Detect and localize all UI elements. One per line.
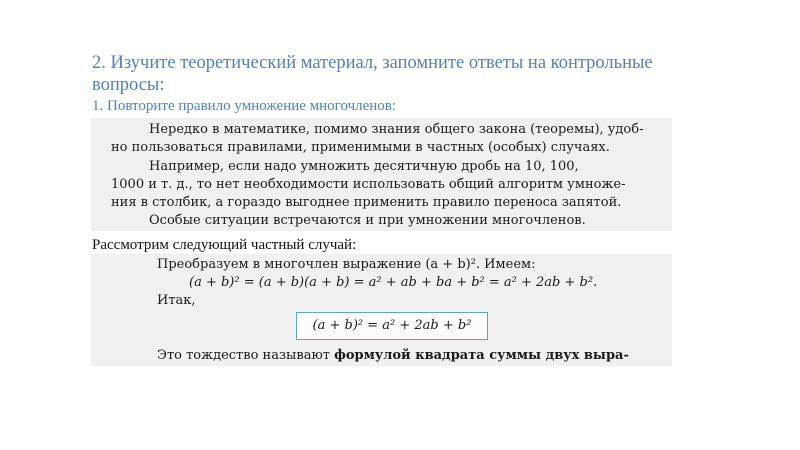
formula-name-bold: формулой квадрата суммы двух выра- xyxy=(334,348,629,363)
textbook-excerpt-1 xyxy=(91,118,672,231)
textbook-line: но пользоваться правилами, применимыми в частных (особых) случаях. xyxy=(111,140,610,155)
boxed-formula: (a + b)² = a² + 2ab + b² xyxy=(296,312,488,340)
case-intro-text: Рассмотрим следующий частный случай: xyxy=(92,237,357,253)
textbook-line: ния в столбик, а гораздо выгоднее применить правило переноса запятой. xyxy=(111,195,622,210)
textbook-line: Например, если надо умножить десятичную дробь на 10, 100, xyxy=(149,159,579,174)
textbook-line-last xyxy=(157,348,629,364)
textbook-line-start: Это тождество называют xyxy=(157,348,335,363)
textbook-line: Нередко в математике, помимо знания общего закона (теоремы), удоб- xyxy=(149,122,644,137)
task-heading: 2. Изучите теоретический материал, запомните ответы на контрольные вопросы: xyxy=(92,53,653,95)
textbook-line: Итак, xyxy=(157,293,196,308)
textbook-line: Преобразуем в многочлен выражение (a + b)². Имеем: xyxy=(157,257,536,272)
expansion-formula: (a + b)² = (a + b)(a + b) = a² + ab + ba + b² = a² + 2ab + b². xyxy=(189,275,598,290)
task-subheading: 1. Повторите правило умножение многочленов: xyxy=(92,98,397,114)
textbook-line: 1000 и т. д., то нет необходимости использовать общий алгоритм умноже- xyxy=(111,177,626,192)
textbook-line: Особые ситуации встречаются и при умножении многочленов. xyxy=(149,213,586,228)
textbook-excerpt-2 xyxy=(91,254,672,366)
